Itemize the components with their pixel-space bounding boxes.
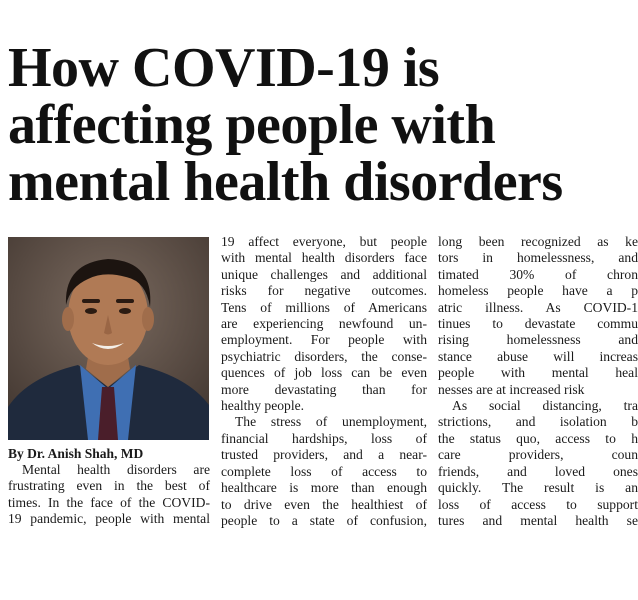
column-3-line: care providers, coun	[438, 447, 638, 463]
column-3-line: timated 30% of chron	[438, 266, 638, 282]
column-2-line: more devastating than for	[221, 381, 427, 397]
column-3-line: As social distancing, tra	[452, 398, 638, 414]
column-3-line: people with mental heal	[438, 365, 638, 381]
column-2-line: to drive even the healthiest of	[221, 496, 427, 512]
column-2-line: psychiatric disorders, the conse-	[221, 348, 427, 364]
column-3-line: atric illness. As COVID-1	[438, 299, 638, 315]
column-3-line: homeless people have a p	[438, 283, 638, 299]
column-2-line: financial hardships, loss of	[221, 430, 427, 446]
headline-line-1: How COVID-19 is	[8, 37, 440, 99]
column-2-line: complete loss of access to	[221, 463, 427, 479]
column-3-line: tinues to devastate commu	[438, 316, 638, 332]
headline	[8, 37, 628, 213]
column-2-line: trusted providers, and a near-	[221, 447, 427, 463]
column-1-line: frustrating even in the best of	[8, 478, 210, 494]
author-photo	[8, 237, 209, 440]
column-2-line: quences of job loss can be even	[221, 365, 427, 381]
column-3-line: friends, and loved ones	[438, 463, 638, 479]
column-3	[438, 234, 638, 529]
column-2-line: unique challenges and additional	[221, 266, 427, 282]
headline-line-3: mental health disorders	[8, 151, 563, 213]
author-portrait-photo-icon	[8, 237, 209, 440]
column-1-line: Mental health disorders are	[22, 462, 210, 477]
headline-line-2: affecting people with	[8, 94, 496, 156]
column-2-line: employment. For people with	[221, 332, 427, 348]
column-1-line: times. In the face of the COVID-	[8, 494, 210, 510]
column-2-line: with mental health disorders face	[221, 250, 427, 266]
column-2-line: Tens of millions of Americans	[221, 299, 427, 315]
column-3-line: long been recognized as ke	[438, 234, 638, 249]
column-3-line: strictions, and isolation b	[438, 414, 638, 430]
column-1-line: 19 pandemic, people with mental	[8, 511, 210, 527]
column-2-line: healthcare is more than enough	[221, 480, 427, 496]
column-2-line: 19 affect everyone, but people	[221, 234, 427, 249]
column-3-line: the status quo, access to h	[438, 430, 638, 446]
column-2-line: The stress of unemployment,	[235, 414, 427, 430]
byline: By Dr. Anish Shah, MD	[8, 446, 144, 461]
column-3-line: quickly. The result is an	[438, 480, 638, 496]
column-2-line: are experiencing newfound un-	[221, 316, 427, 332]
column-3-line: loss of access to support	[438, 496, 638, 512]
column-2-line: risks for negative outcomes.	[221, 283, 427, 299]
column-3-line: tors in homelessness, and	[438, 250, 638, 266]
column-1	[8, 462, 210, 528]
column-2	[221, 234, 427, 529]
column-2-line: people to a state of confusion,	[221, 512, 427, 528]
column-2-line: healthy people.	[221, 398, 305, 414]
column-3-line: tures and mental health se	[438, 512, 638, 528]
column-3-line: stance abuse will increas	[438, 348, 638, 364]
column-3-line: nesses are at increased risk	[438, 381, 585, 397]
column-3-line: rising homelessness and	[438, 332, 638, 348]
